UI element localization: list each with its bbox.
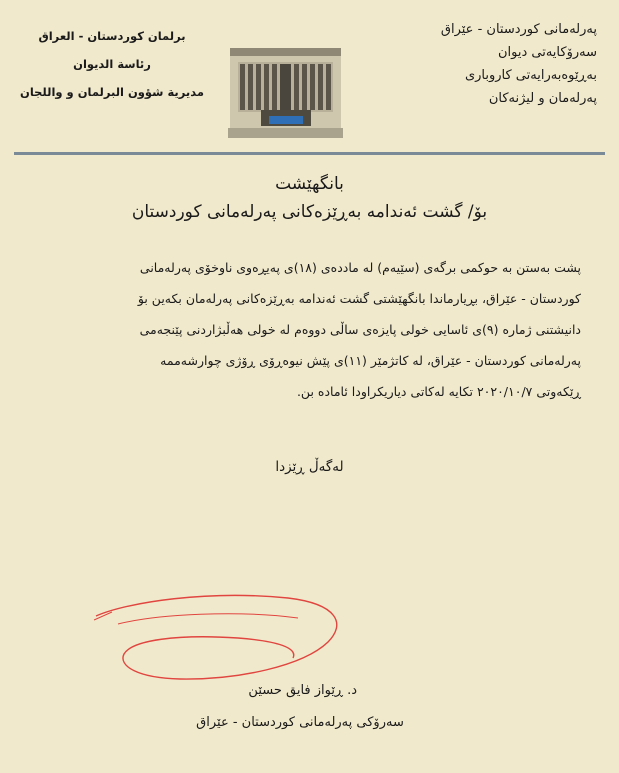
letterhead-arabic-line3: مدیرية شؤون البرلمان و واللجان: [20, 85, 204, 99]
letterhead-kurdish-line3: بەڕێوەبەرایەتی کاروباری: [464, 68, 597, 83]
body-line: پشت بەستن بە حوکمی برگەی (سێیەم) لە ماددەی (١٨)ی پەیڕەوی ناوخۆی پەرلەمانی: [139, 260, 581, 275]
letterhead-kurdish-line2: سەرۆکایەتی دیوان: [497, 45, 597, 60]
body-line: پەرلەمانی کوردستان - عێراق، لە کاتژمێر (١١)ی پێش نیوەڕۆی ڕۆژی چوارشەممە: [160, 353, 581, 368]
letterhead-kurdish-line4: پەرلەمان و لیژنەکان: [488, 91, 597, 106]
body-line: ڕێکەوتی ٢٠٢٠/١٠/٧ تکایە لەکاتی دیاریکراودا ئامادە بن.: [296, 384, 581, 399]
letter-body: [38, 252, 581, 407]
letterhead-kurdish: [397, 18, 597, 110]
letterhead-arabic-line1: برلمان كوردستان - العراق: [38, 29, 186, 43]
signer-title: سەرۆکی پەرلەمانی کوردستان - عێراق: [196, 715, 404, 730]
letterhead-arabic-line2: رئاسة الديوان: [73, 57, 151, 71]
letter-recipient: بۆ/ گشت ئەندامە بەڕێزەکانی پەرلەمانی کوردستان: [131, 202, 488, 222]
signature-scribble: [88, 584, 348, 692]
header-divider: [14, 152, 605, 155]
signer-name: د. ڕێواز فایق حسێن: [248, 683, 357, 698]
letterhead-arabic: [12, 22, 212, 106]
letter-title: بانگهێشت: [275, 174, 344, 194]
parliament-building-icon: [228, 40, 343, 140]
body-line: دانیشتنی ژمارە (٩)ی ئاسایی خولی پایزەی ساڵی دووەم لە خولی هەڵبژاردنی پێنجەمی: [139, 322, 581, 337]
body-line: کوردستان - عێراق، بڕیارماندا بانگهێشتی گشت ئەندامە بەڕێزەکانی پەرلەمان بکەین بۆ: [137, 291, 581, 306]
letterhead-kurdish-line1: پەرلەمانی کوردستان - عێراق: [440, 22, 597, 37]
closing-regards: لەگەڵ ڕێزدا: [275, 459, 344, 475]
